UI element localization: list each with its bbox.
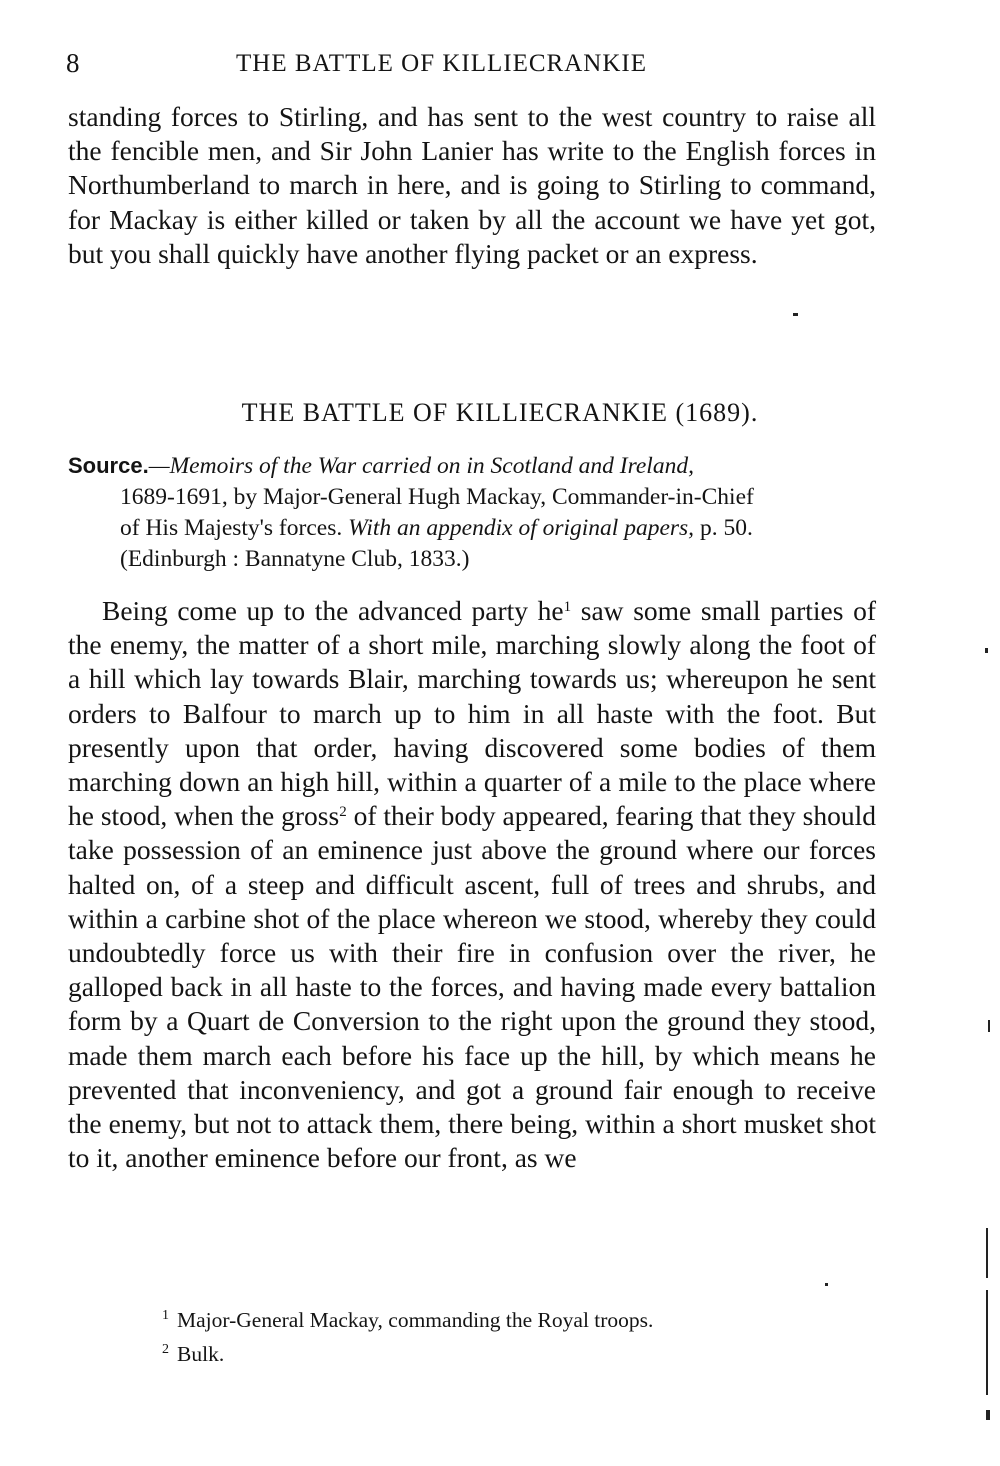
source-label: Source. [68, 453, 149, 478]
scan-speck [986, 1410, 990, 1420]
footnote-mark: 2 [162, 1342, 169, 1357]
running-head [66, 48, 880, 84]
source-page-ref: p. 50. [699, 515, 753, 541]
scan-speck [988, 1020, 990, 1032]
source-line-3-prefix: of His Majesty's forces. [120, 515, 343, 541]
body-text-part-2: saw some small parties of the enemy, the matter of a short mile, marching slowly along the foot of a hill which lay towards Blair, marching towards us; whereupon he sent orders to Balfour to march up to him in all haste with the foot. But presently upon that order, having discovered some bodies of them marching down an high hill, within a quarter of a mile to the place where he stood, when the gross [68, 595, 876, 832]
footnote-mark: 1 [162, 1308, 169, 1323]
intro-paragraph-block [68, 100, 876, 271]
scan-edge-line [986, 1228, 988, 1278]
body-text-block [68, 594, 876, 1175]
running-title: THE BATTLE OF KILLIECRANKIE [236, 50, 647, 77]
scan-speck [793, 313, 798, 316]
source-citation [68, 450, 876, 575]
scan-edge-line [986, 1290, 988, 1395]
footnote-text: Major-General Mackay, commanding the Royal troops. [177, 1308, 654, 1332]
footnote-text: Bulk. [177, 1342, 225, 1366]
source-line-4: (Edinburgh : Bannatyne Club, 1833.) [120, 546, 470, 572]
footnote [162, 1335, 862, 1369]
source-title: Memoirs of the War carried on in Scotland and Ireland, [169, 453, 694, 479]
source-line-3 [68, 513, 876, 544]
source-line-2: 1689-1691, by Major-General Hugh Mackay, Commander-in-Chief [120, 484, 754, 510]
footnote [162, 1301, 862, 1335]
body-text-part-1: Being come up to the advanced party he [102, 595, 564, 626]
footnote-ref-2: 2 [339, 804, 347, 821]
source-line-1 [68, 450, 876, 482]
source-appendix: With an appendix of original papers, [348, 515, 695, 541]
source-dash: — [148, 453, 170, 479]
page-number: 8 [66, 48, 81, 78]
scan-speck [985, 648, 988, 653]
body-text-part-3: of their body appeared, fearing that they should take possession of an eminence just above the ground where our forces halted on, of a steep and difficult ascent, full of trees and shrubs, and within a carbine shot of the place whereon we stood, whereby they could undoubtedly force us with their fire in confusion over the river, he galloped back in all haste to the forces, and having made every battalion form by a Quart de Conversion to the right upon the ground they stood, made them march each before his face up the hill, by which means he prevented that inconveniency, and got a ground fair enough to receive the enemy, but not to attack them, there being, within a short musket shot to it, another eminence before our front, as we [68, 800, 876, 1174]
body-paragraph [68, 594, 876, 1175]
intro-paragraph: standing forces to Stirling, and has sent to the west country to raise all the fencible men, and Sir John Lanier has write to the English forces in Northumberland to march in here, and is going to Stirling to command, for Mackay is either killed or taken by all the account we have yet got, but you shall quickly have another flying packet or an express. [68, 101, 876, 269]
footnote-ref-1: 1 [563, 599, 572, 615]
section-heading: THE BATTLE OF KILLIECRANKIE (1689). [241, 398, 759, 427]
footnotes [162, 1301, 862, 1369]
scan-speck [825, 1283, 828, 1286]
